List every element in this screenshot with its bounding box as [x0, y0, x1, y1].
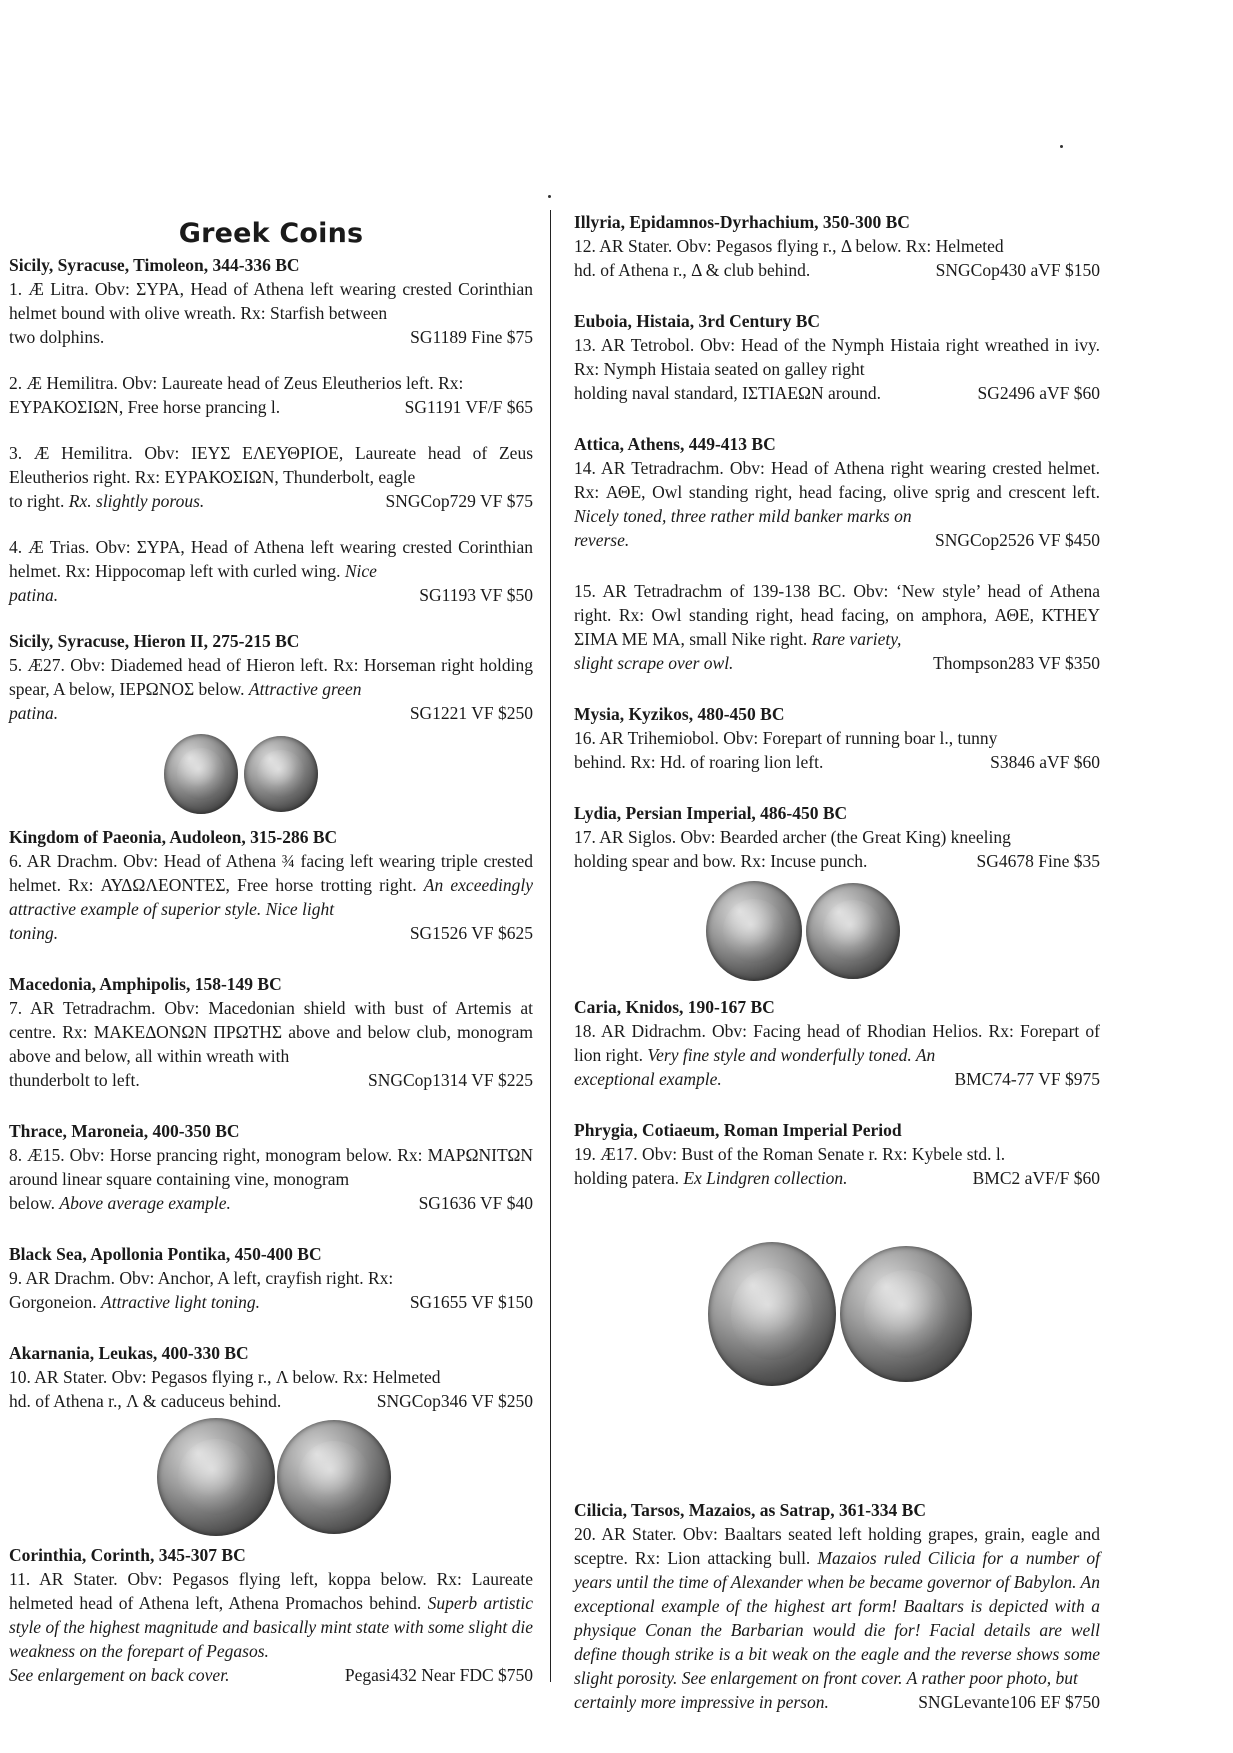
- entry-last-line: reverse. SNGCop2526 VF $450: [574, 530, 1100, 550]
- entry-last-line: below. Above average example. SG1636 VF $40: [9, 1193, 533, 1213]
- entry-description: 20. AR Stater. Obv: Baaltars seated left holding grapes, grain, eagle and sceptre. Rx: Lion attacking bull. Mazaios ruled Cilicia for a number of years until the time of Alexander when be became governor of Babylon. An exceptional example of the highest art form! Baaltars is depicted with a physique Conan the Barbarian would die for! Facial details are well define though strike is a bit weak on the eagle and the reverse shows some slight porosity. See enlargement on front cover. A rather poor photo, but: [574, 1524, 1100, 1688]
- page-title: Greek Coins: [178, 218, 364, 249]
- coin-entry-7: [9, 972, 533, 1092]
- entry-description: 16. AR Trihemiobol. Obv: Forepart of running boar l., tunny: [574, 728, 998, 748]
- entry-description: 19. Æ17. Obv: Bust of the Roman Senate r. Rx: Kybele std. l.: [574, 1144, 1006, 1164]
- entry-reference: SNGCop346 VF $250: [376, 1391, 533, 1411]
- entry-last-line: holding naval standard, ΙΣΤΙΑΕΩΝ around. SG2496 aVF $60: [574, 383, 1100, 403]
- entry-last-line: holding spear and bow. Rx: Incuse punch. SG4678 Fine $35: [574, 851, 1100, 871]
- entry-last-line: hd. of Athena r., Λ & caduceus behind. SNGCop346 VF $250: [9, 1391, 533, 1411]
- coin-entry-17: [574, 801, 1100, 873]
- entry-heading: Kingdom of Paeonia, Audoleon, 315-286 BC: [9, 827, 338, 847]
- coin-entry-10: [9, 1341, 533, 1413]
- entry-last-line: ΕΥΡΑΚΟΣΙΩΝ, Free horse prancing l. SG1191 VF/F $65: [9, 397, 533, 417]
- coin-entry-19: [574, 1118, 1100, 1190]
- entry-heading: Corinthia, Corinth, 345-307 BC: [9, 1545, 246, 1565]
- entry-description: 5. Æ27. Obv: Diademed head of Hieron left. Rx: Horseman right holding spear, A below, ΙΕΡΩΝΟΣ below. Attractive green: [9, 655, 533, 699]
- entry-description: 18. AR Didrachm. Obv: Facing head of Rhodian Helios. Rx: Forepart of lion right. Very fine style and wonderfully toned. An: [574, 1021, 1100, 1065]
- coin-entry-9: [9, 1242, 533, 1314]
- coin-entry-4: [9, 535, 533, 607]
- entry-heading: Phrygia, Cotiaeum, Roman Imperial Period: [574, 1120, 902, 1140]
- coin-entry-8: [9, 1119, 533, 1215]
- entry-heading: Attica, Athens, 449-413 BC: [574, 434, 776, 454]
- entry-heading: Caria, Knidos, 190-167 BC: [574, 997, 775, 1017]
- entry-heading: Euboia, Histaia, 3rd Century BC: [574, 311, 820, 331]
- coin-reverse-photo: [277, 1420, 391, 1534]
- coin-obverse-photo: [708, 1242, 836, 1386]
- entry-heading: Thrace, Maroneia, 400-350 BC: [9, 1121, 240, 1141]
- coin-obverse-photo: [157, 1418, 275, 1536]
- entry-heading: Black Sea, Apollonia Pontika, 450-400 BC: [9, 1244, 322, 1264]
- entry-description: 8. Æ15. Obv: Horse prancing right, monogram below. Rx: ΜΑΡΩΝΙΤΩΝ around linear square containing vine, monogram: [9, 1145, 533, 1189]
- coin-entry-14: [574, 432, 1100, 552]
- coin-entry-18: [574, 995, 1100, 1091]
- coin-reverse-photo: [806, 883, 900, 979]
- coin-entry-3: [9, 441, 533, 513]
- entry-last-line: holding patera. Ex Lindgren collection. BMC2 aVF/F $60: [574, 1168, 1100, 1188]
- entry-reference: BMC74-77 VF $975: [954, 1069, 1100, 1089]
- coin-entry-13: [574, 309, 1100, 405]
- entry-last-line: patina. SG1193 VF $50: [9, 585, 533, 605]
- entry-last-line: two dolphins. SG1189 Fine $75: [9, 327, 533, 347]
- entry-reference: SG1221 VF $250: [409, 703, 533, 723]
- entry-reference: SG2496 aVF $60: [977, 383, 1100, 403]
- coin-entry-12: [574, 210, 1100, 282]
- entry-last-line: certainly more impressive in person. SNGLevante106 EF $750: [574, 1692, 1100, 1712]
- entry-reference: SG1655 VF $150: [409, 1292, 533, 1312]
- entry-heading: Lydia, Persian Imperial, 486-450 BC: [574, 803, 848, 823]
- entry-reference: BMC2 aVF/F $60: [972, 1168, 1100, 1188]
- entry-last-line: See enlargement on back cover. Pegasi432 Near FDC $750: [9, 1665, 533, 1685]
- entry-reference: Thompson283 VF $350: [933, 653, 1100, 673]
- entry-reference: SNGLevante106 EF $750: [918, 1692, 1100, 1712]
- entry-description: 3. Æ Hemilitra. Obv: ΙΕΥΣ ΕΛΕΥΘΡΙΟΕ, Laureate head of Zeus Eleutherios right. Rx: ΕΥΡΑΚΟΣΙΩΝ, Thunderbolt, eagle: [9, 443, 533, 487]
- entry-heading: Illyria, Epidamnos-Dyrhachium, 350-300 BC: [574, 212, 910, 232]
- entry-reference: SG1526 VF $625: [409, 923, 533, 943]
- entry-description: 11. AR Stater. Obv: Pegasos flying left, koppa below. Rx: Laureate helmeted head of Athena left, Athena Promachos behind. Superb artistic style of the highest magnitude and basically mint state with some slight die weakness on the forepart of Pegasos.: [9, 1569, 534, 1661]
- entry-description: 10. AR Stater. Obv: Pegasos flying r., Λ below. Rx: Helmeted: [9, 1367, 441, 1387]
- entry-last-line: Gorgoneion. Attractive light toning. SG1655 VF $150: [9, 1292, 533, 1312]
- entry-heading: Sicily, Syracuse, Hieron II, 275-215 BC: [9, 631, 300, 651]
- entry-last-line: hd. of Athena r., Δ & club behind. SNGCop430 aVF $150: [574, 260, 1100, 280]
- entry-reference: SG1191 VF/F $65: [404, 397, 533, 417]
- entry-reference: SNGCop2526 VF $450: [935, 530, 1100, 550]
- entry-last-line: to right. Rx. slightly porous. SNGCop729 VF $75: [9, 491, 533, 511]
- entry-reference: Pegasi432 Near FDC $750: [344, 1665, 533, 1685]
- left-column: [9, 210, 533, 1687]
- entry-description: 7. AR Tetradrachm. Obv: Macedonian shield with bust of Artemis at centre. Rx: ΜΑΚΕΔΟΝΩΝ ΠΡΩΤΗΣ above and below club, monogram above and below, all within wreath with: [9, 998, 533, 1066]
- entry-description: 12. AR Stater. Obv: Pegasos flying r., Δ below. Rx: Helmeted: [574, 236, 1004, 256]
- coin-entry-20: [574, 1498, 1100, 1714]
- coin-photo-pair-19: [708, 1240, 1100, 1388]
- scan-speck: [1060, 145, 1063, 148]
- entry-reference: SNGCop729 VF $75: [385, 491, 533, 511]
- coin-photo-pair-10: [157, 1417, 533, 1537]
- entry-description: 17. AR Siglos. Obv: Bearded archer (the Great King) kneeling: [574, 827, 1011, 847]
- coin-photo-pair-5: [164, 729, 533, 819]
- entry-heading: Sicily, Syracuse, Timoleon, 344-336 BC: [9, 255, 300, 275]
- coin-photo-pair-17: [706, 881, 1100, 981]
- right-column: [574, 210, 1100, 1714]
- entry-reference: SG1193 VF $50: [419, 585, 533, 605]
- coin-entry-15: [574, 579, 1100, 675]
- coin-reverse-photo: [840, 1246, 972, 1382]
- column-divider: [550, 210, 551, 1682]
- entry-description: 1. Æ Litra. Obv: ΣΥΡΑ, Head of Athena left wearing crested Corinthian helmet bound with olive wreath. Rx: Starfish between: [9, 279, 533, 323]
- entry-heading: Cilicia, Tarsos, Mazaios, as Satrap, 361-334 BC: [574, 1500, 926, 1520]
- entry-reference: S3846 aVF $60: [990, 752, 1100, 772]
- entry-last-line: behind. Rx: Hd. of roaring lion left. S3846 aVF $60: [574, 752, 1100, 772]
- entry-last-line: exceptional example. BMC74-77 VF $975: [574, 1069, 1100, 1089]
- entry-reference: SG1636 VF $40: [418, 1193, 533, 1213]
- entry-description: 14. AR Tetradrachm. Obv: Head of Athena right wearing crested helmet. Rx: ΑΘΕ, Owl standing right, head facing, olive sprig and crescent left. Nicely toned, three rather mild banker marks on: [574, 458, 1100, 526]
- coin-obverse-photo: [706, 881, 802, 981]
- entry-description: 9. AR Drachm. Obv: Anchor, A left, crayfish right. Rx:: [9, 1268, 394, 1288]
- coin-entry-16: [574, 702, 1100, 774]
- entry-last-line: slight scrape over owl. Thompson283 VF $350: [574, 653, 1100, 673]
- coin-entry-1: [9, 253, 533, 349]
- coin-entry-11: [9, 1543, 533, 1687]
- scan-speck: [548, 195, 551, 198]
- entry-reference: SNGCop1314 VF $225: [368, 1070, 533, 1090]
- entry-reference: SG1189 Fine $75: [410, 327, 533, 347]
- entry-description: 13. AR Tetrobol. Obv: Head of the Nymph Histaia right wreathed in ivy. Rx: Nymph Histaia seated on galley right: [574, 335, 1100, 379]
- entry-description: 6. AR Drachm. Obv: Head of Athena ¾ facing left wearing triple crested helmet. Rx: ΑΥΔΩΛΕΟΝΤΕΣ, Free horse trotting right. An exceedingly attractive example of superior style. Nice light: [9, 851, 533, 919]
- coin-entry-6: [9, 825, 533, 945]
- entry-last-line: patina. SG1221 VF $250: [9, 703, 533, 723]
- entry-heading: Mysia, Kyzikos, 480-450 BC: [574, 704, 785, 724]
- entry-last-line: toning. SG1526 VF $625: [9, 923, 533, 943]
- entry-heading: Akarnania, Leukas, 400-330 BC: [9, 1343, 249, 1363]
- coin-entry-2: [9, 371, 533, 419]
- entry-reference: SNGCop430 aVF $150: [935, 260, 1100, 280]
- entry-description: 15. AR Tetradrachm of 139-138 BC. Obv: ‘New style’ head of Athena right. Rx: Owl standing right, head facing, on amphora, ΑΘΕ, ΚΤΗΕΥ ΣΙΜΑ ΜΕ ΜΑ, small Nike right. Rare variety,: [574, 581, 1100, 649]
- coin-reverse-photo: [244, 736, 318, 812]
- coin-entry-5: [9, 629, 533, 725]
- entry-description: 2. Æ Hemilitra. Obv: Laureate head of Zeus Eleutherios left. Rx:: [9, 373, 464, 393]
- entry-last-line: thunderbolt to left. SNGCop1314 VF $225: [9, 1070, 533, 1090]
- entry-description: 4. Æ Trias. Obv: ΣΥΡΑ, Head of Athena left wearing crested Corinthian helmet. Rx: Hippocomap left with curled wing. Nice: [9, 537, 533, 581]
- entry-heading: Macedonia, Amphipolis, 158-149 BC: [9, 974, 282, 994]
- entry-reference: SG4678 Fine $35: [976, 851, 1100, 871]
- coin-obverse-photo: [164, 734, 238, 814]
